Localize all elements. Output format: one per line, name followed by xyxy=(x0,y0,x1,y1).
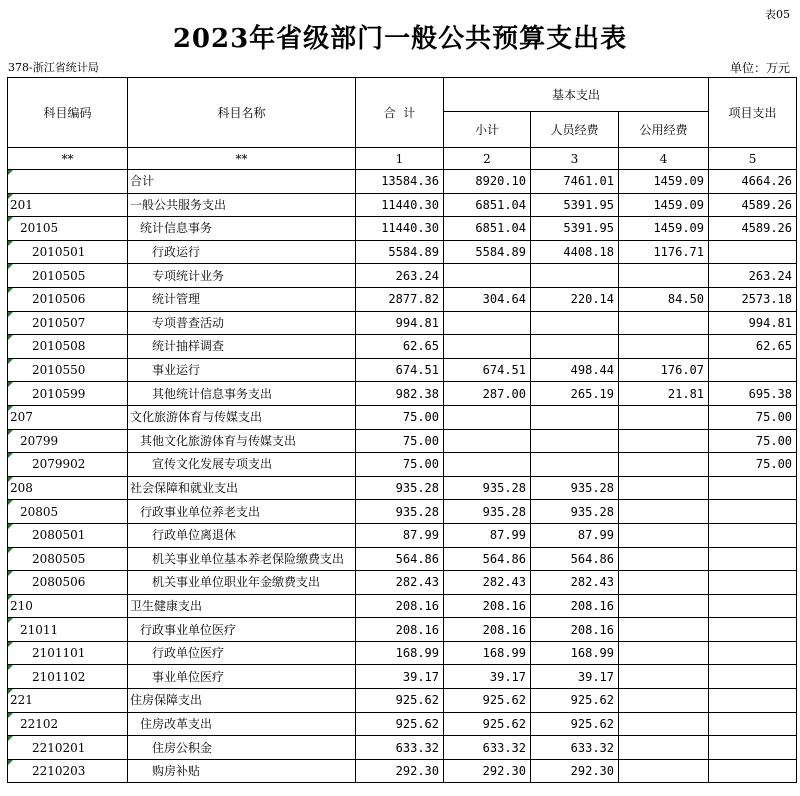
row-subtotal: 208.16 xyxy=(444,618,531,642)
row-public xyxy=(619,523,709,547)
row-total: 75.00 xyxy=(356,405,444,429)
row-project xyxy=(709,759,797,783)
row-public: 21.81 xyxy=(619,382,709,406)
row-public: 1459.09 xyxy=(619,193,709,217)
row-total: 75.00 xyxy=(356,429,444,453)
unit-label: 单位：万元 xyxy=(729,61,790,75)
row-total: 994.81 xyxy=(356,311,444,335)
row-code: 22102 xyxy=(8,712,128,736)
index-subtotal: 2 xyxy=(444,148,531,170)
row-code: 20105 xyxy=(8,217,128,241)
row-total: 564.86 xyxy=(356,547,444,571)
row-subtotal: 87.99 xyxy=(444,523,531,547)
index-name: ** xyxy=(128,148,356,170)
department-label: 378-浙江省统计局 xyxy=(8,61,99,74)
row-personnel: 39.17 xyxy=(531,665,619,689)
row-code: 2101102 xyxy=(8,665,128,689)
row-name: 统计管理 xyxy=(128,287,356,311)
table-row xyxy=(8,240,797,264)
table-row xyxy=(8,665,797,689)
row-public xyxy=(619,453,709,477)
row-personnel: 4408.18 xyxy=(531,240,619,264)
row-project: 4664.26 xyxy=(709,170,797,194)
index-project: 5 xyxy=(709,148,797,170)
row-project: 263.24 xyxy=(709,264,797,288)
row-name: 统计信息事务 xyxy=(128,217,356,241)
row-name: 行政单位离退休 xyxy=(128,523,356,547)
row-project xyxy=(709,476,797,500)
row-name: 行政事业单位养老支出 xyxy=(128,500,356,524)
row-personnel: 935.28 xyxy=(531,500,619,524)
row-total: 87.99 xyxy=(356,523,444,547)
row-name: 文化旅游体育与传媒支出 xyxy=(128,405,356,429)
row-subtotal: 935.28 xyxy=(444,476,531,500)
row-code xyxy=(8,170,128,194)
table-row xyxy=(8,429,797,453)
row-name: 购房补贴 xyxy=(128,759,356,783)
row-code: 201 xyxy=(8,193,128,217)
table-row xyxy=(8,641,797,665)
table-row xyxy=(8,311,797,335)
row-project xyxy=(709,358,797,382)
row-subtotal xyxy=(444,405,531,429)
row-name: 社会保障和就业支出 xyxy=(128,476,356,500)
row-personnel: 935.28 xyxy=(531,476,619,500)
row-name: 行政单位医疗 xyxy=(128,641,356,665)
row-personnel: 633.32 xyxy=(531,736,619,760)
table-row xyxy=(8,217,797,241)
row-personnel: 208.16 xyxy=(531,618,619,642)
row-public xyxy=(619,665,709,689)
row-subtotal: 39.17 xyxy=(444,665,531,689)
table-row xyxy=(8,689,797,713)
row-code: 2079902 xyxy=(8,453,128,477)
row-public xyxy=(619,689,709,713)
row-personnel: 7461.01 xyxy=(531,170,619,194)
index-public: 4 xyxy=(619,148,709,170)
row-total: 13584.36 xyxy=(356,170,444,194)
row-personnel: 87.99 xyxy=(531,523,619,547)
row-personnel: 564.86 xyxy=(531,547,619,571)
row-name: 专项统计业务 xyxy=(128,264,356,288)
row-project xyxy=(709,240,797,264)
header-basic: 基本支出 xyxy=(444,78,709,112)
row-code: 221 xyxy=(8,689,128,713)
row-public xyxy=(619,618,709,642)
row-code: 2080506 xyxy=(8,571,128,595)
row-project xyxy=(709,618,797,642)
table-number: 表05 xyxy=(765,8,790,21)
row-public xyxy=(619,736,709,760)
row-project xyxy=(709,500,797,524)
row-total: 925.62 xyxy=(356,689,444,713)
index-total: 1 xyxy=(356,148,444,170)
table-row xyxy=(8,358,797,382)
row-subtotal: 564.86 xyxy=(444,547,531,571)
row-total: 208.16 xyxy=(356,618,444,642)
header-subtotal: 小计 xyxy=(444,112,531,148)
row-total: 633.32 xyxy=(356,736,444,760)
row-name: 住房保障支出 xyxy=(128,689,356,713)
row-public: 176.07 xyxy=(619,358,709,382)
row-project xyxy=(709,571,797,595)
row-project: 75.00 xyxy=(709,405,797,429)
row-name: 统计抽样调查 xyxy=(128,335,356,359)
row-public xyxy=(619,500,709,524)
row-name: 其他文化旅游体育与传媒支出 xyxy=(128,429,356,453)
row-public xyxy=(619,264,709,288)
row-name: 机关事业单位职业年金缴费支出 xyxy=(128,571,356,595)
row-personnel xyxy=(531,335,619,359)
row-project xyxy=(709,689,797,713)
row-project xyxy=(709,523,797,547)
row-public xyxy=(619,405,709,429)
row-subtotal: 168.99 xyxy=(444,641,531,665)
row-code: 2010507 xyxy=(8,311,128,335)
row-name: 行政运行 xyxy=(128,240,356,264)
row-name: 事业运行 xyxy=(128,358,356,382)
row-personnel: 168.99 xyxy=(531,641,619,665)
header-project: 项目支出 xyxy=(709,78,797,148)
table-row xyxy=(8,476,797,500)
row-personnel xyxy=(531,311,619,335)
table-row xyxy=(8,712,797,736)
row-subtotal: 925.62 xyxy=(444,712,531,736)
table-row xyxy=(8,594,797,618)
index-code: ** xyxy=(8,148,128,170)
row-subtotal: 304.64 xyxy=(444,287,531,311)
row-project: 2573.18 xyxy=(709,287,797,311)
row-personnel xyxy=(531,429,619,453)
row-subtotal: 935.28 xyxy=(444,500,531,524)
budget-table xyxy=(7,77,797,783)
index-personnel: 3 xyxy=(531,148,619,170)
row-personnel: 208.16 xyxy=(531,594,619,618)
row-personnel xyxy=(531,453,619,477)
row-personnel: 925.62 xyxy=(531,689,619,713)
row-total: 11440.30 xyxy=(356,217,444,241)
row-public: 84.50 xyxy=(619,287,709,311)
row-public xyxy=(619,335,709,359)
table-row xyxy=(8,382,797,406)
row-project: 62.65 xyxy=(709,335,797,359)
row-name: 事业单位医疗 xyxy=(128,665,356,689)
row-personnel: 282.43 xyxy=(531,571,619,595)
row-project: 4589.26 xyxy=(709,217,797,241)
row-code: 210 xyxy=(8,594,128,618)
row-total: 925.62 xyxy=(356,712,444,736)
header-name: 科目名称 xyxy=(128,78,356,148)
row-code: 21011 xyxy=(8,618,128,642)
row-public xyxy=(619,547,709,571)
row-subtotal xyxy=(444,335,531,359)
row-name: 卫生健康支出 xyxy=(128,594,356,618)
row-personnel xyxy=(531,405,619,429)
row-personnel xyxy=(531,264,619,288)
row-name: 专项普查活动 xyxy=(128,311,356,335)
row-personnel: 925.62 xyxy=(531,712,619,736)
row-total: 208.16 xyxy=(356,594,444,618)
header-public: 公用经费 xyxy=(619,112,709,148)
row-public xyxy=(619,429,709,453)
row-total: 935.28 xyxy=(356,500,444,524)
row-total: 168.99 xyxy=(356,641,444,665)
row-project xyxy=(709,594,797,618)
table-row xyxy=(8,759,797,783)
header-code: 科目编码 xyxy=(8,78,128,148)
row-code: 2010508 xyxy=(8,335,128,359)
row-public xyxy=(619,311,709,335)
row-project: 695.38 xyxy=(709,382,797,406)
row-public xyxy=(619,641,709,665)
row-name: 机关事业单位基本养老保险缴费支出 xyxy=(128,547,356,571)
header-personnel: 人员经费 xyxy=(531,112,619,148)
row-name: 住房改革支出 xyxy=(128,712,356,736)
row-name: 合计 xyxy=(128,170,356,194)
table-row xyxy=(8,335,797,359)
row-code: 207 xyxy=(8,405,128,429)
row-public xyxy=(619,712,709,736)
row-code: 20805 xyxy=(8,500,128,524)
row-personnel: 292.30 xyxy=(531,759,619,783)
row-total: 75.00 xyxy=(356,453,444,477)
row-public: 1459.09 xyxy=(619,170,709,194)
row-project: 75.00 xyxy=(709,429,797,453)
row-subtotal: 282.43 xyxy=(444,571,531,595)
row-code: 2010599 xyxy=(8,382,128,406)
row-code: 2101101 xyxy=(8,641,128,665)
row-public xyxy=(619,594,709,618)
table-row xyxy=(8,264,797,288)
row-total: 62.65 xyxy=(356,335,444,359)
row-total: 2877.82 xyxy=(356,287,444,311)
table-row xyxy=(8,523,797,547)
row-subtotal: 633.32 xyxy=(444,736,531,760)
page-title: 2023年省级部门一般公共预算支出表 xyxy=(172,24,628,54)
row-code: 2010505 xyxy=(8,264,128,288)
table-row xyxy=(8,453,797,477)
row-code: 2080505 xyxy=(8,547,128,571)
row-project xyxy=(709,641,797,665)
row-personnel: 220.14 xyxy=(531,287,619,311)
row-personnel: 5391.95 xyxy=(531,193,619,217)
row-total: 282.43 xyxy=(356,571,444,595)
row-project: 4589.26 xyxy=(709,193,797,217)
table-row xyxy=(8,500,797,524)
row-total: 39.17 xyxy=(356,665,444,689)
row-public xyxy=(619,476,709,500)
row-total: 982.38 xyxy=(356,382,444,406)
row-personnel: 498.44 xyxy=(531,358,619,382)
row-public: 1459.09 xyxy=(619,217,709,241)
table-row xyxy=(8,287,797,311)
row-subtotal: 6851.04 xyxy=(444,217,531,241)
table-row xyxy=(8,405,797,429)
row-personnel: 265.19 xyxy=(531,382,619,406)
row-code: 208 xyxy=(8,476,128,500)
row-project xyxy=(709,665,797,689)
row-code: 2210201 xyxy=(8,736,128,760)
row-total: 263.24 xyxy=(356,264,444,288)
table-row xyxy=(8,571,797,595)
row-code: 20799 xyxy=(8,429,128,453)
table-row xyxy=(8,193,797,217)
row-name: 其他统计信息事务支出 xyxy=(128,382,356,406)
row-public xyxy=(619,571,709,595)
row-subtotal: 8920.10 xyxy=(444,170,531,194)
row-subtotal: 674.51 xyxy=(444,358,531,382)
table-row xyxy=(8,547,797,571)
row-subtotal xyxy=(444,311,531,335)
row-name: 住房公积金 xyxy=(128,736,356,760)
row-subtotal: 6851.04 xyxy=(444,193,531,217)
row-project xyxy=(709,712,797,736)
row-project xyxy=(709,547,797,571)
row-code: 2010550 xyxy=(8,358,128,382)
table-row xyxy=(8,170,797,194)
row-code: 2210203 xyxy=(8,759,128,783)
header-total: 合 计 xyxy=(356,78,444,148)
row-name: 宣传文化发展专项支出 xyxy=(128,453,356,477)
row-project: 75.00 xyxy=(709,453,797,477)
row-code: 2080501 xyxy=(8,523,128,547)
row-name: 一般公共服务支出 xyxy=(128,193,356,217)
row-total: 5584.89 xyxy=(356,240,444,264)
table-row xyxy=(8,736,797,760)
row-total: 935.28 xyxy=(356,476,444,500)
row-code: 2010501 xyxy=(8,240,128,264)
row-subtotal: 292.30 xyxy=(444,759,531,783)
row-project xyxy=(709,736,797,760)
row-subtotal xyxy=(444,429,531,453)
row-subtotal xyxy=(444,453,531,477)
row-total: 674.51 xyxy=(356,358,444,382)
row-total: 11440.30 xyxy=(356,193,444,217)
row-subtotal: 208.16 xyxy=(444,594,531,618)
row-subtotal: 287.00 xyxy=(444,382,531,406)
row-name: 行政事业单位医疗 xyxy=(128,618,356,642)
row-subtotal xyxy=(444,264,531,288)
row-public xyxy=(619,759,709,783)
row-public: 1176.71 xyxy=(619,240,709,264)
row-code: 2010506 xyxy=(8,287,128,311)
row-subtotal: 5584.89 xyxy=(444,240,531,264)
row-project: 994.81 xyxy=(709,311,797,335)
row-subtotal: 925.62 xyxy=(444,689,531,713)
table-row xyxy=(8,618,797,642)
row-total: 292.30 xyxy=(356,759,444,783)
row-personnel: 5391.95 xyxy=(531,217,619,241)
